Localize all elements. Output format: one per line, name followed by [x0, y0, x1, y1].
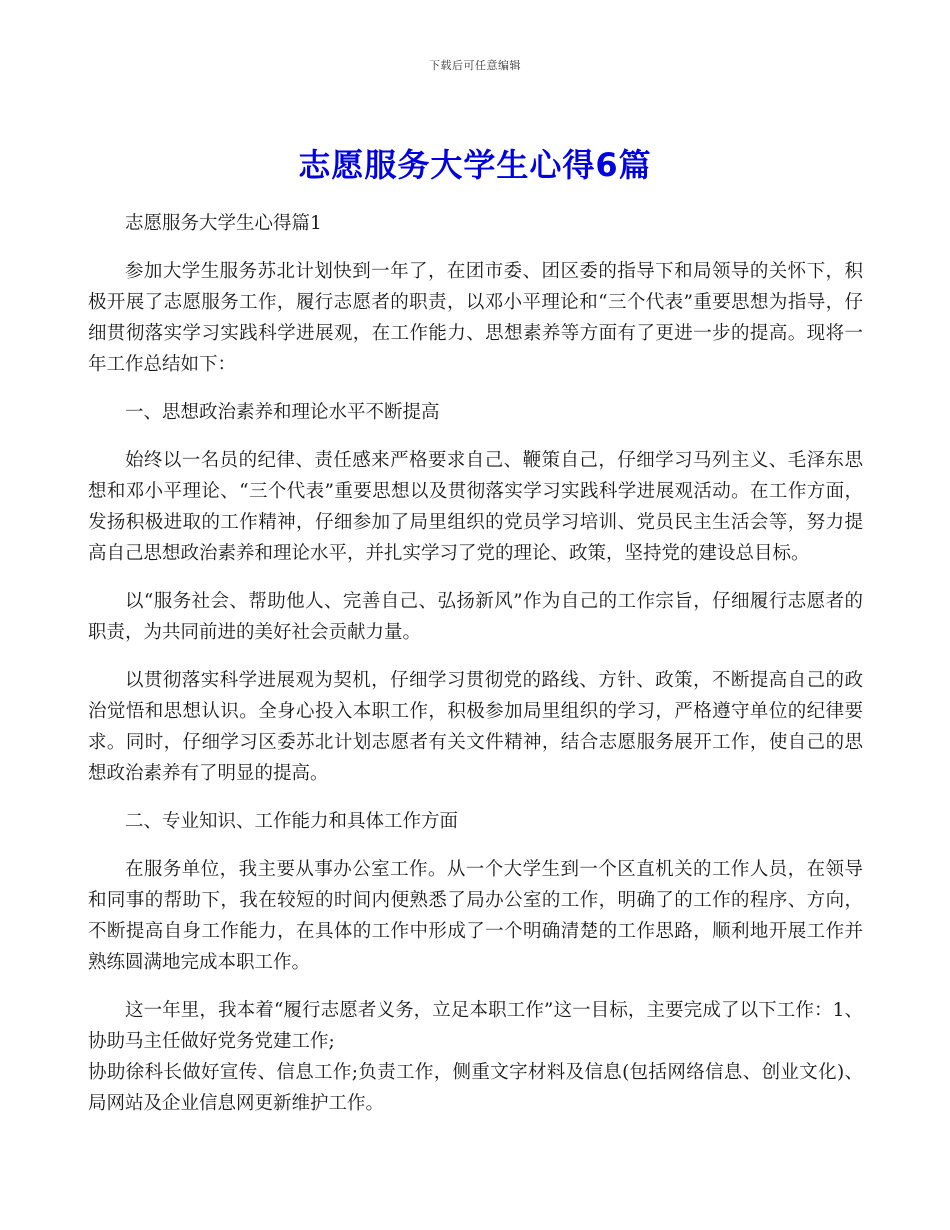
paragraph: 以贯彻落实科学进展观为契机，仔细学习贯彻党的路线、方针、政策，不断提高自己的政治觉悟和思想认识。全身心投入本职工作，积极参加局里组织的学习，严格遵守单位的纪律要求。同时，仔细学习区委苏北计划志愿者有关文件精神，结合志愿服务展开工作，使自己的思想政治素养有了明显的提高。 — [88, 670, 863, 784]
subheading-1: 一、思想政治素养和理论水平不断提高 — [125, 402, 440, 423]
document-body — [88, 208, 863, 1136]
paragraph: 以“服务社会、帮助他人、完善自己、弘扬新风”作为自己的工作宗旨，仔细履行志愿者的职责，为共同前进的美好社会贡献力量。 — [88, 591, 863, 643]
paragraph: 在服务单位，我主要从事办公室工作。从一个大学生到一个区直机关的工作人员，在领导和同事的帮助下，我在较短的时间内便熟悉了局办公室的工作，明确了的工作的程序、方向，不断提高自身工作能力，在具体的工作中形成了一个明确清楚的工作思路，顺利地开展工作并熟练圆满地完成本职工作。 — [88, 859, 863, 973]
subheading-2: 二、专业知识、工作能力和具体工作方面 — [125, 811, 459, 832]
header-note: 下载后可任意编辑 — [429, 59, 521, 72]
section-heading: 志愿服务大学生心得篇1 — [125, 213, 322, 234]
paragraph: 始终以一名员的纪律、责任感来严格要求自己、鞭策自己，仔细学习马列主义、毛泽东思想和邓小平理论、“三个代表”重要思想以及贯彻落实学习实践科学进展观活动。在工作方面，发扬积极进取的工作精神，仔细参加了局里组织的党员学习培训、党员民主生活会等，努力提高自己思想政治素养和理论水平，并扎实学习了党的理论、政策，坚持党的建设总目标。 — [88, 450, 863, 564]
paragraph: 这一年里，我本着“履行志愿者义务，立足本职工作”这一目标，主要完成了以下工作：1、协助马主任做好党务党建工作; — [88, 1000, 863, 1052]
paragraph-intro: 参加大学生服务苏北计划快到一年了，在团市委、团区委的指导下和局领导的关怀下，积极开展了志愿服务工作，履行志愿者的职责，以邓小平理论和“三个代表”重要思想为指导，仔细贯彻落实学习实践科学进展观，在工作能力、思想素养等方面有了更进一步的提高。现将一年工作总结如下： — [88, 261, 863, 375]
paragraph-continuation: 协助徐科长做好宣传、信息工作;负责工作，侧重文字材料及信息(包括网络信息、创业文化)、局网站及企业信息网更新维护工作。 — [88, 1062, 863, 1114]
document-title: 志愿服务大学生心得6篇 — [298, 146, 652, 184]
